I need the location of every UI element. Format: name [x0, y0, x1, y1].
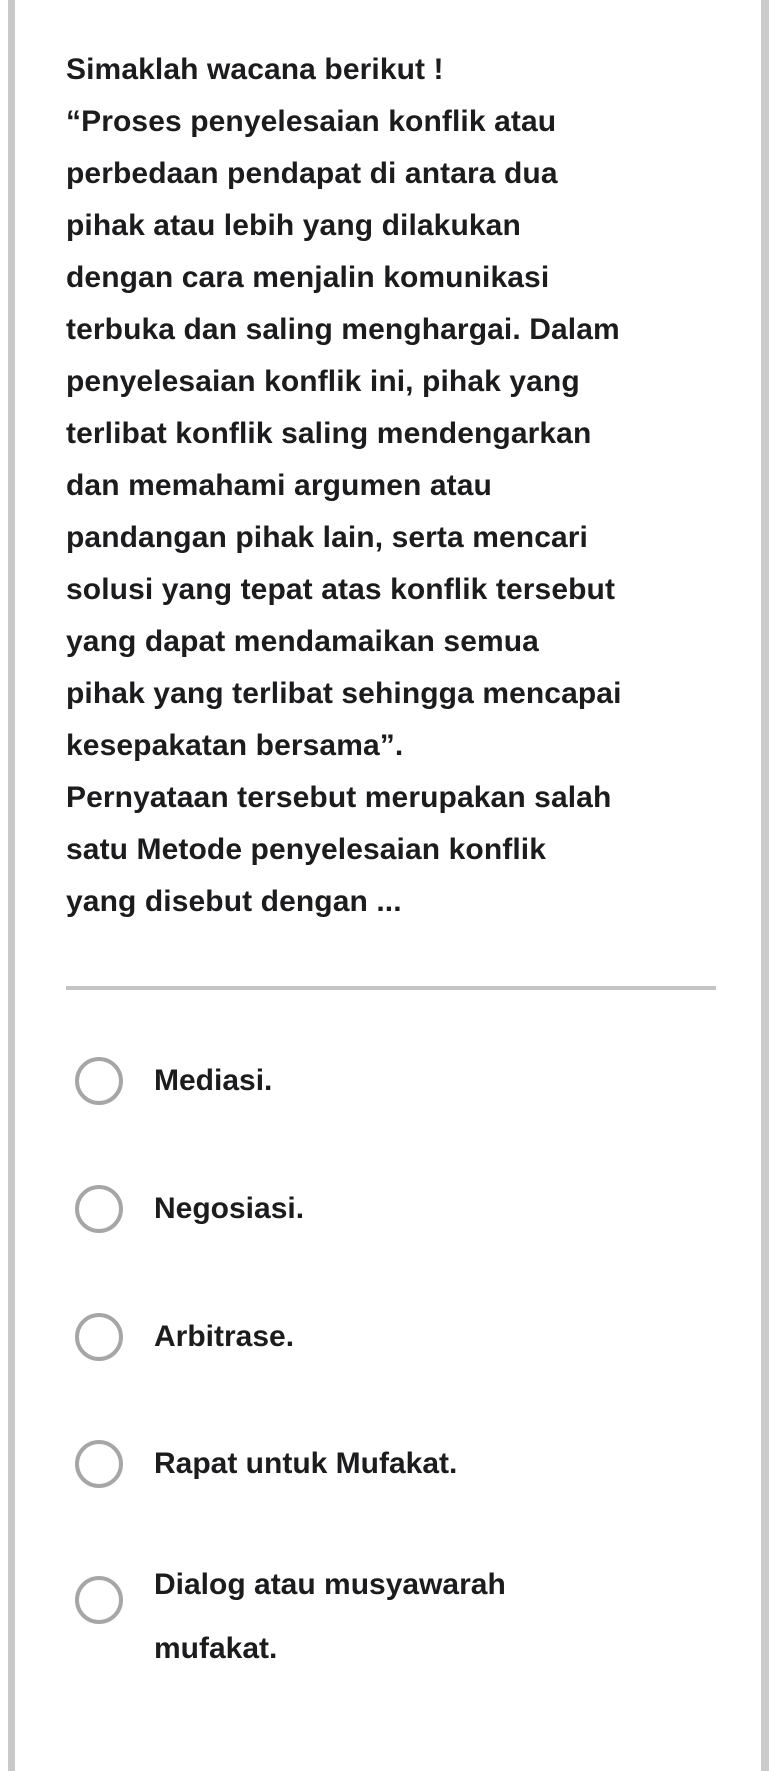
option-rapat-untuk-mufakat[interactable] — [75, 1432, 715, 1496]
question-line: solusi yang tepat atas konflik tersebut — [66, 573, 616, 606]
question-line: terbuka dan saling menghargai. Dalam — [66, 313, 620, 346]
question-text — [66, 44, 736, 928]
radio-button[interactable] — [75, 1313, 123, 1361]
option-label: Rapat untuk Mufakat. — [154, 1447, 458, 1480]
left-edge-border — [8, 0, 15, 1771]
question-line: perbedaan pendapat di antara dua — [66, 157, 558, 190]
question-line: pihak atau lebih yang dilakukan — [66, 209, 521, 242]
question-line: kesepakatan bersama”. — [66, 729, 404, 762]
right-edge-border — [761, 0, 769, 1771]
option-label-line: mufakat. — [154, 1632, 278, 1665]
option-label-line: Dialog atau musyawarah — [154, 1568, 506, 1601]
radio-button[interactable] — [75, 1185, 123, 1233]
option-negosiasi[interactable] — [75, 1177, 715, 1241]
question-line: satu Metode penyelesaian konflik — [66, 833, 547, 866]
question-line: yang disebut dengan ... — [66, 885, 402, 918]
question-line: yang dapat mendamaikan semua — [66, 625, 539, 658]
radio-button[interactable] — [75, 1440, 123, 1488]
question-line: pihak yang terlibat sehingga mencapai — [66, 677, 622, 710]
question-line: “Proses penyelesaian konflik atau — [66, 105, 557, 138]
question-line: Pernyataan tersebut merupakan salah — [66, 781, 612, 814]
option-label: Arbitrase. — [154, 1320, 295, 1353]
option-mediasi[interactable] — [75, 1049, 715, 1113]
question-divider — [66, 986, 716, 990]
option-label: Mediasi. — [154, 1064, 273, 1097]
radio-button[interactable] — [75, 1576, 123, 1624]
option-label: Negosiasi. — [154, 1192, 305, 1225]
radio-button[interactable] — [75, 1057, 123, 1105]
question-line: Simaklah wacana berikut ! — [66, 53, 444, 86]
question-line: dengan cara menjalin komunikasi — [66, 261, 550, 294]
question-line: terlibat konflik saling mendengarkan — [66, 417, 592, 450]
question-line: pandangan pihak lain, serta mencari — [66, 521, 588, 554]
option-arbitrase[interactable] — [75, 1305, 715, 1369]
question-line: penyelesaian konflik ini, pihak yang — [66, 365, 580, 398]
question-line: dan memahami argumen atau — [66, 469, 492, 502]
option-dialog-atau-musyawarah-mufakat[interactable] — [75, 1553, 715, 1681]
